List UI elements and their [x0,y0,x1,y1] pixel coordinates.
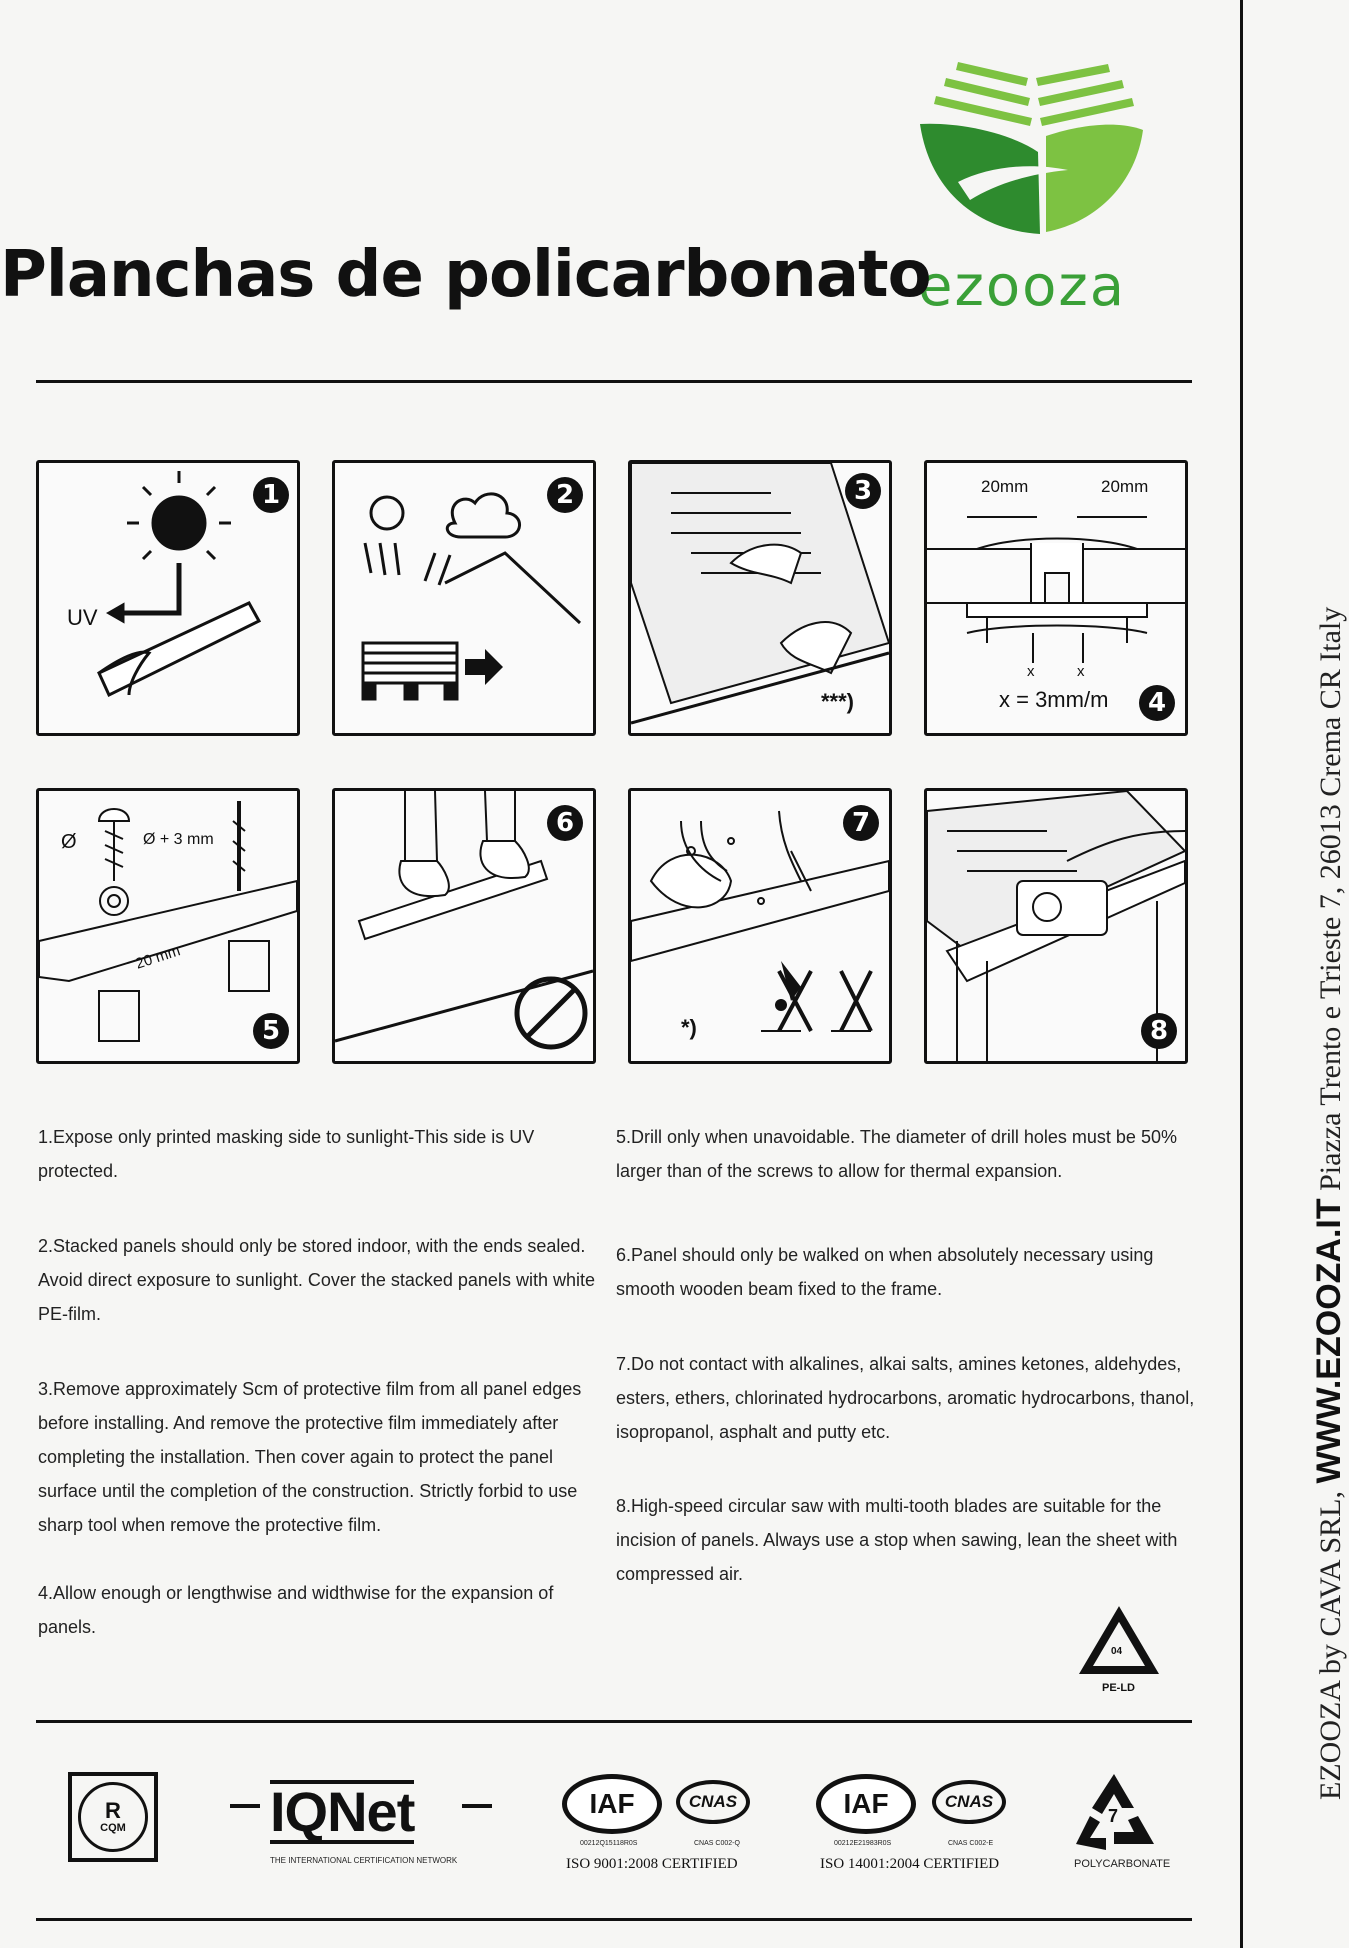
right-border [1240,0,1243,1948]
cqm-mark: R [105,1798,121,1823]
panel-number-5: 5 [253,1013,289,1049]
recycle-pe-ld-icon [1082,1612,1156,1676]
note-mark-3: ***) [821,689,855,714]
uv-label: UV [67,605,98,630]
iqnet-left-bar [230,1804,260,1808]
note-mark-7: *) [681,1015,697,1040]
panel-number-1: 1 [253,477,289,513]
bottom-divider [36,1720,1192,1723]
polycarbonate-code: 7 [1108,1806,1119,1826]
company-address: Piazza Trento e Trieste 7, 26013 Crema CR Italy [1314,606,1347,1191]
recycle-label: PE-LD [1102,1682,1135,1694]
polycarbonate-caption: POLYCARBONATE [1074,1858,1171,1870]
cnas-logo-14001: CNAS [932,1780,1006,1824]
panel-5 [36,788,300,1064]
footer-divider [36,1918,1192,1921]
expansion-formula: x = 3mm/m [999,687,1109,712]
edge-distance-label: 20 mm [133,942,183,973]
instruction-6: 6.Panel should only be walked on when absolutely necessary using smooth wooden beam fixed to the frame. [616,1245,1154,1299]
instruction-7: 7.Do not contact with alkalines, alkai salts, amines ketones, aldehydes, esters, ethers, chlorinated hydrocarbons, aromatic hydrocarbons, thanol, isopropanol, asphalt and putty etc. [616,1354,1195,1442]
company-name: EZOOZA by CAVA SRL [1314,1498,1347,1800]
cnas-code-9001: CNAS C002-Q [694,1840,740,1847]
iaf-logo-9001: IAF [562,1774,662,1834]
website-url[interactable]: WWW.EZOOZA.IT [1310,1198,1348,1484]
cqm-logo [68,1772,158,1862]
gap-x-right: x [1077,663,1085,680]
top-divider [36,380,1192,383]
dim-label-right: 20mm [1101,477,1149,496]
panel-6 [332,788,596,1064]
cnas-code-14001: CNAS C002-E [948,1840,994,1847]
screw-dia-label: Ø [61,831,77,853]
iqnet-caption: THE INTERNATIONAL CERTIFICATION NETWORK [270,1856,458,1865]
panel-number-2: 2 [547,477,583,513]
iaf-code-14001: 00212E21983R0S [834,1840,892,1847]
panel-number-8: 8 [1141,1013,1177,1049]
hole-dia-label: Ø + 3 mm [143,831,214,848]
ezooza-leaf-logo [918,52,1148,242]
brand-name: ezooza [918,254,1127,319]
iso9001-caption: ISO 9001:2008 CERTIFIED [566,1856,738,1872]
instruction-5: 5.Drill only when unavoidable. The diameter of drill holes must be 50% larger than of the screws to allow for thermal expansion. [616,1127,1177,1181]
gap-x-left: x [1027,663,1035,680]
panel-7 [628,788,892,1064]
side-company-text: EZOOZA by CAVA SRL, WWW.EZOOZA.IT Piazza Trento e Trieste 7, 26013 Crema CR Italy [1310,606,1348,1800]
panel-1 [36,460,300,736]
recycle-code: 04 [1111,1646,1123,1657]
instruction-8: 8.High-speed circular saw with multi-tooth blades are suitable for the incision of panels. Always use a stop when sawing, lean the sheet with compressed air. [616,1496,1178,1584]
instruction-4: 4.Allow enough or lengthwise and widthwise for the expansion of panels. [38,1583,554,1637]
instruction-3: 3.Remove approximately Scm of protective film from all panel edges before installing. And remove the protective film immediately after completing the installation. Then cover again to protect the panel surface until the completion of the construction. Strictly forbid to use sharp tool when remove the protective film. [38,1379,582,1535]
panel-8 [924,788,1188,1064]
iqnet-right-bar [462,1804,492,1808]
cnas-logo-9001: CNAS [676,1780,750,1824]
iqnet-logo-text: IQNet [270,1780,415,1843]
cqm-label: CQM [100,1822,126,1834]
page-title: Planchas de policarbonato [0,238,931,312]
instruction-1: 1.Expose only printed masking side to sunlight-This side is UV protected. [38,1127,535,1181]
iso14001-caption: ISO 14001:2004 CERTIFIED [820,1856,1000,1872]
panel-number-7: 7 [843,805,879,841]
panel-3 [628,460,892,736]
panel-number-3: 3 [845,473,881,509]
iaf-logo-14001: IAF [816,1774,916,1834]
instruction-2: 2.Stacked panels should only be stored indoor, with the ends sealed. Avoid direct exposure to sunlight. Cover the stacked panels with white PE-film. [38,1236,595,1324]
panel-4 [924,460,1188,736]
dim-label-left: 20mm [981,477,1029,496]
iaf-code-9001: 00212Q15118R0S [580,1840,638,1847]
panel-2 [332,460,596,736]
panel-number-6: 6 [547,805,583,841]
panel-number-4: 4 [1139,685,1175,721]
